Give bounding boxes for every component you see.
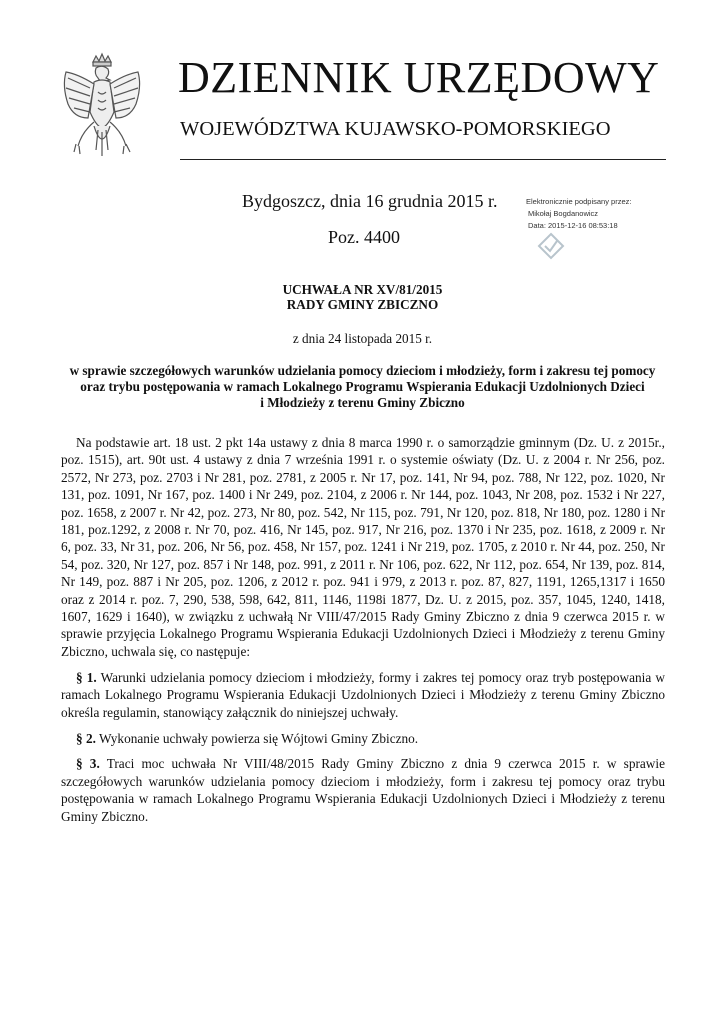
resolution-issuer: RADY GMINY ZBICZNO	[286, 297, 439, 312]
section-paragraph	[61, 755, 665, 825]
signature-label: Elektronicznie podpisany przez:	[526, 197, 632, 206]
section-text: Wykonanie uchwały powierza się Wójtowi Gminy Zbiczno.	[95, 730, 419, 746]
subject-line: w sprawie szczegółowych warunków udzielania pomocy dzieciom i młodzieży, form i zakresu tej pomocy	[69, 363, 656, 378]
position-number: Poz. 4400	[328, 227, 400, 247]
section-text: Warunki udzielania pomocy dzieciom i młodzieży, formy i zakres tej pomocy oraz tryb postępowania w ramach Lokalnego Programu Wspierania Edukacji Uzdolnionych Dzieci i Młodzieży z terenu Gminy Zbiczno określa regulamin, stanowiący załącznik do niniejszej uchwały.	[61, 669, 665, 720]
section-paragraph	[61, 669, 665, 721]
journal-title: DZIENNIK URZĘDOWY	[178, 53, 660, 102]
subject-line: oraz trybu postępowania w ramach Lokalnego Programu Wspierania Edukacji Uzdolnionych Dzieci	[80, 379, 645, 394]
masthead-divider	[180, 159, 666, 160]
resolution-number: UCHWAŁA NR XV/81/2015	[282, 282, 443, 297]
subject-line: i Młodzieży z terenu Gminy Zbiczno	[260, 395, 465, 410]
signature-verified-icon	[536, 231, 566, 261]
resolution-subject	[60, 363, 665, 411]
eagle-emblem-icon	[60, 52, 144, 170]
document-body	[61, 434, 665, 834]
preamble-paragraph: Na podstawie art. 18 ust. 2 pkt 14a ustawy z dnia 8 marca 1990 r. o samorządzie gminnym (Dz. U. z 2015r., poz. 1515), art. 90t ust. 4 ustawy z dnia 7 września 1991 r. o systemie oświaty (Dz. U. z 2004 r. Nr 256, poz. 2572, Nr 273, poz. 2703 i Nr 281, poz. 2781, z 2005 r. Nr 17, poz. 141, Nr 94, poz. 788, Nr 122, poz. 1020, Nr 131, poz. 1091, Nr 167, poz. 1400 i Nr 249, poz. 2104, z 2006 r. Nr 144, poz. 1043, Nr 208, poz. 1532 i Nr 227, poz. 1658, z 2007 r. Nr 42, poz. 273, Nr 80, poz. 542, Nr 115, poz. 791, Nr 120, poz. 818, Nr 180, poz. 1280 i Nr 181, poz.1292, z 2008 r. Nr 70, poz. 416, Nr 145, poz. 917, Nr 216, poz. 1370 i Nr 235, poz. 1618, z 2009 r. Nr 6, poz. 33, Nr 31, poz. 206, Nr 56, poz. 458, Nr 157, poz. 1241 i Nr 219, poz. 1705, z 2010 r. Nr 44, poz. 250, Nr 54, poz. 320, Nr 127, poz. 857 i Nr 148, poz. 991, z 2011 r. Nr 106, poz. 622, Nr 112, poz. 654, Nr 139, poz. 814, Nr 149, poz. 887 i Nr 205, poz. 1206, z 2012 r. poz. 941 i 979, z 2013 r. poz. 87, 827, 1191, 1265,1317 i 1650 oraz z 2014 r. poz. 7, 290, 538, 598, 642, 811, 1146, 1198i 1877, Dz. U. z 2015, poz. 357, 1045, 1240, 1418, 1607, 1629 i 1640), w związku z uchwałą Nr VIII/47/2015 Rady Gminy Zbiczno z dnia 9 czerwca 2015 r. w sprawie przyjęcia Lokalnego Programu Wspierania Edukacji Uzdolnionych Dzieci i Młodzieży z terenu Gminy Zbiczno, uchwala się, co następuje:	[61, 435, 665, 659]
section-text: Traci moc uchwała Nr VIII/48/2015 Rady Gminy Zbiczno z dnia 9 czerwca 2015 r. w sprawie szczegółowych warunków udzielania pomocy dzieciom i młodzieży, form i zakresu tej pomocy oraz trybu postępowania w ramach Lokalnego Programu Wspierania Edukacji Uzdolnionych Dzieci i Młodzieży z terenu Gminy Zbiczno.	[61, 756, 666, 824]
journal-subtitle: WOJEWÓDZTWA KUJAWSKO-POMORSKIEGO	[180, 118, 611, 140]
section-label: § 3.	[76, 756, 100, 772]
signature-signer: Mikołaj Bogdanowicz	[528, 209, 599, 218]
section-paragraph	[61, 730, 665, 747]
resolution-date: z dnia 24 listopada 2015 r.	[292, 331, 433, 346]
section-label: § 1.	[76, 669, 97, 685]
electronic-signature-block	[526, 196, 666, 232]
publication-place-date: Bydgoszcz, dnia 16 grudnia 2015 r.	[242, 191, 498, 211]
section-label: § 2.	[76, 730, 96, 746]
signature-date: Data: 2015-12-16 08:53:18	[528, 221, 618, 230]
